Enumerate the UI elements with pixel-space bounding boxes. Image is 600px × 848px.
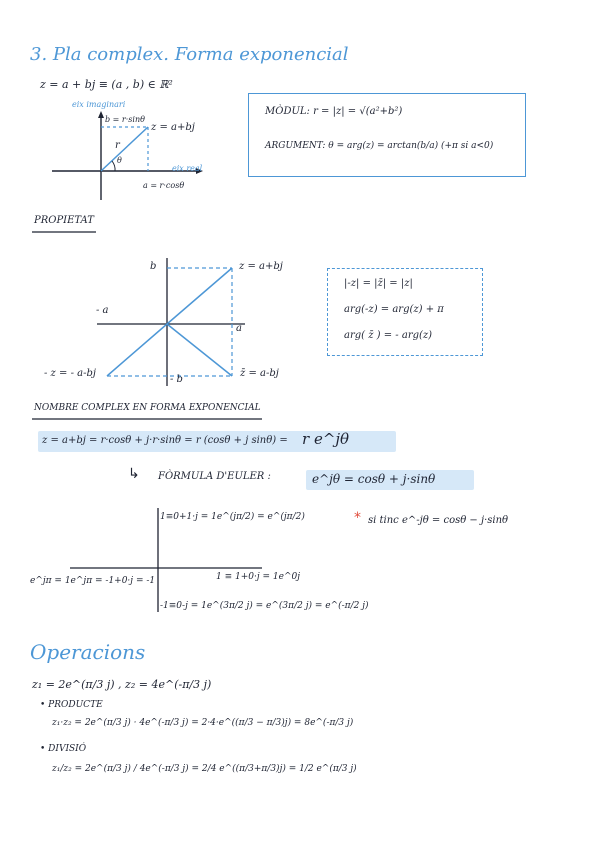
z-point-label: z = a+bj xyxy=(239,261,283,272)
b-label: b = r·sinθ xyxy=(105,115,145,124)
propietat-heading: PROPIETAT xyxy=(34,215,94,226)
b-tick: b xyxy=(150,261,157,272)
euler-bottom: -1≡0-j = 1e^(3π/2 j) = e^(3π/2 j) = e^(-π/2 j) xyxy=(160,601,369,611)
complex-definition: z = a + bj ≡ (a , b) ∈ ℝ² xyxy=(40,78,173,91)
operands: z₁ = 2e^(π/3 j) , z₂ = 4e^(-π/3 j) xyxy=(32,678,212,691)
euler-right: 1 ≡ 1+0·j = 1e^0j xyxy=(216,572,301,582)
r-label: r xyxy=(115,140,120,151)
modul-formula: MÒDUL: r = |z| = √(a²+b²) xyxy=(265,106,403,117)
imag-axis-label: eix imaginari xyxy=(72,100,126,109)
star-icon: * xyxy=(354,510,361,526)
producte-label: • PRODUCTE xyxy=(40,700,103,710)
divisio-label: • DIVISIÓ xyxy=(40,744,87,754)
euler-top: 1≡0+1·j = 1e^(jπ/2) = e^(jπ/2) xyxy=(160,512,305,522)
neg-z-label: - z = - a-bj xyxy=(44,368,96,379)
property-2: arg(-z) = arg(z) + π xyxy=(344,304,444,315)
conjugate-label: z̄ = a-bj xyxy=(240,368,279,379)
theta-label: θ xyxy=(117,156,122,165)
producte-equation: z₁·z₂ = 2e^(π/3 j) · 4e^(-π/3 j) = 2·4·e^((π/3 − π/3)j) = 8e^(-π/3 j) xyxy=(52,718,354,728)
exponential-equation: z = a+bj = r·cosθ + j·r·sinθ = r (cosθ + j sinθ) = xyxy=(42,435,288,446)
a-label: a = r·cosθ xyxy=(143,181,185,190)
euler-equation: e^jθ = cosθ + j·sinθ xyxy=(312,472,436,486)
neg-a-tick: - a xyxy=(96,305,109,316)
section-title: 3. Pla complex. Forma exponencial xyxy=(30,44,349,65)
euler-left: e^jπ = 1e^jπ = -1+0·j = -1 xyxy=(30,576,156,586)
exponential-heading: NOMBRE COMPLEX EN FORMA EXPONENCIAL xyxy=(34,403,261,413)
euler-label: FÒRMULA D'EULER : xyxy=(158,471,271,482)
divisio-equation: z₁/z₂ = 2e^(π/3 j) / 4e^(-π/3 j) = 2/4 e^((π/3+π/3)j) = 1/2 e^(π/3 j) xyxy=(52,764,357,774)
z-label: z = a+bj xyxy=(151,122,195,133)
property-3: arg( z̄ ) = - arg(z) xyxy=(344,330,433,341)
real-axis-label: eix real xyxy=(172,164,203,173)
neg-b-tick: - b xyxy=(170,374,183,385)
arrow-icon: ↳ xyxy=(128,466,140,482)
argument-formula: ARGUMENT: θ = arg(z) = arctan(b/a) (+π si a<0) xyxy=(265,141,494,151)
conjugate-euler-note: si tinc e^-jθ = cosθ − j·sinθ xyxy=(368,515,509,526)
operacions-title: Operacions xyxy=(30,640,146,664)
a-tick: a xyxy=(236,323,242,334)
property-1: |-z| = |z̄| = |z| xyxy=(344,278,413,289)
exponential-result: r e^jθ xyxy=(302,430,350,448)
